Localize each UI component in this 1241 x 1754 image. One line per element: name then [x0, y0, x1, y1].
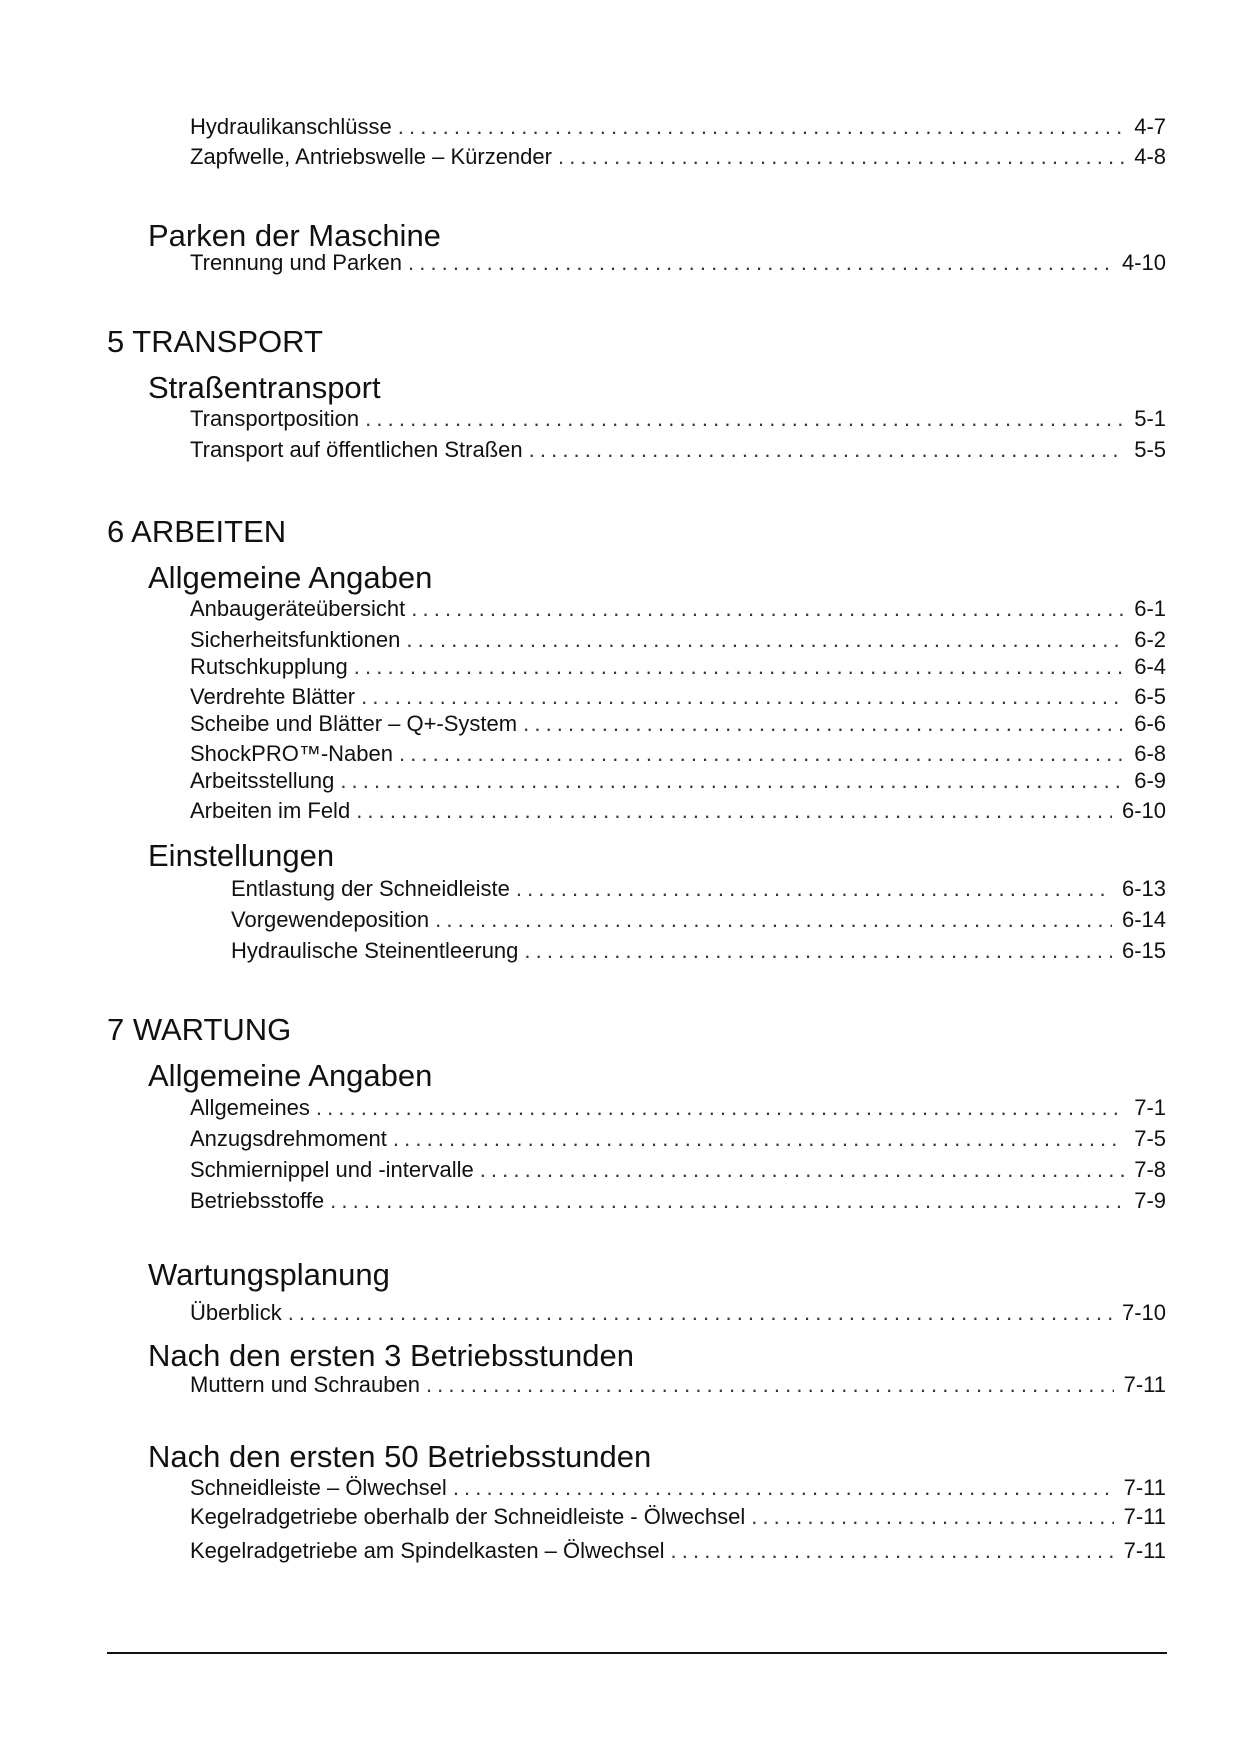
toc-dot-leader [408, 250, 1112, 276]
toc-entry-title: Zapfwelle, Antriebswelle – Kürzender [190, 144, 552, 169]
toc-entry-page: 4-8 [1134, 144, 1166, 169]
toc-dot-leader [671, 1538, 1114, 1564]
toc-entry-title: Überblick [190, 1300, 282, 1325]
toc-dot-leader [524, 938, 1112, 964]
toc-dot-leader [399, 741, 1124, 767]
toc-dot-leader [558, 144, 1124, 170]
toc-entry-page: 7-5 [1134, 1126, 1166, 1151]
toc-dot-leader [406, 627, 1124, 653]
toc-dot-leader [356, 798, 1112, 824]
section-heading: Straßentransport [148, 370, 381, 405]
toc-entry[interactable] [231, 907, 1166, 935]
toc-entry-page: 7-11 [1123, 1372, 1166, 1397]
toc-dot-leader [453, 1475, 1114, 1501]
toc-entry-title: Kegelradgetriebe am Spindelkasten – Ölwechsel [190, 1538, 665, 1563]
toc-entry[interactable] [190, 406, 1166, 434]
toc-entry-page: 7-8 [1134, 1157, 1166, 1182]
toc-dot-leader [340, 768, 1124, 794]
chapter-heading: 7 WARTUNG [107, 1012, 292, 1047]
toc-entry[interactable] [190, 654, 1166, 682]
toc-entry[interactable] [190, 1538, 1166, 1566]
toc-entry[interactable] [190, 798, 1166, 826]
toc-entry[interactable] [190, 250, 1166, 278]
toc-entry-page: 6-13 [1121, 876, 1166, 901]
toc-entry-title: Arbeiten im Feld [190, 798, 351, 823]
toc-entry[interactable] [190, 1157, 1166, 1185]
toc-entry[interactable] [190, 741, 1166, 769]
toc-entry-title: Trennung und Parken [190, 250, 402, 275]
toc-dot-leader [426, 1372, 1114, 1398]
toc-entry-page: 4-7 [1134, 114, 1166, 139]
toc-dot-leader [316, 1095, 1124, 1121]
toc-entry-title: Verdrehte Blätter [190, 684, 356, 709]
toc-dot-leader [330, 1188, 1124, 1214]
toc-entry[interactable] [190, 437, 1166, 465]
toc-dot-leader [365, 406, 1124, 432]
toc-entry-title: Entlastung der Schneidleiste [231, 876, 510, 901]
toc-dot-leader [529, 437, 1125, 463]
toc-entry-title: Schneidleiste – Ölwechsel [190, 1475, 447, 1500]
section-heading: Parken der Maschine [148, 218, 441, 253]
toc-entry[interactable] [190, 1504, 1166, 1532]
toc-entry-title: Scheibe und Blätter – Q+-System [190, 711, 518, 736]
toc-entry-page: 6-9 [1134, 768, 1166, 793]
footer-divider [107, 1652, 1167, 1654]
toc-entry[interactable] [190, 1300, 1166, 1328]
section-heading: Nach den ersten 50 Betriebsstunden [148, 1439, 652, 1474]
toc-entry-page: 7-11 [1123, 1475, 1166, 1500]
toc-entry-title: Kegelradgetriebe oberhalb der Schneidleiste - Ölwechsel [190, 1504, 746, 1529]
toc-entry-page: 5-1 [1134, 406, 1166, 431]
toc-entry-page: 7-11 [1123, 1504, 1166, 1529]
toc-entry-page: 6-15 [1121, 938, 1166, 963]
toc-entry-page: 6-14 [1121, 907, 1166, 932]
section-heading: Wartungsplanung [148, 1257, 390, 1292]
toc-entry[interactable] [231, 938, 1166, 966]
toc-entry-page: 6-10 [1121, 798, 1166, 823]
toc-entry-title: Sicherheitsfunktionen [190, 627, 401, 652]
toc-entry-page: 6-6 [1134, 711, 1166, 736]
toc-entry-title: Schmiernippel und -intervalle [190, 1157, 474, 1182]
toc-entry-page: 7-11 [1123, 1538, 1166, 1563]
toc-dot-leader [435, 907, 1112, 933]
toc-dot-leader [516, 876, 1112, 902]
toc-dot-leader [411, 596, 1124, 622]
toc-entry-title: Vorgewendeposition [231, 907, 430, 932]
toc-entry[interactable] [190, 627, 1166, 655]
toc-entry-page: 7-9 [1134, 1188, 1166, 1213]
toc-entry-title: Muttern und Schrauben [190, 1372, 420, 1397]
toc-entry-title: Hydraulische Steinentleerung [231, 938, 519, 963]
toc-entry-page: 7-10 [1121, 1300, 1166, 1325]
toc-dot-leader [480, 1157, 1125, 1183]
toc-entry-title: Anzugsdrehmoment [190, 1126, 387, 1151]
toc-entry[interactable] [190, 684, 1166, 712]
toc-entry-title: Transportposition [190, 406, 360, 431]
toc-entry-page: 6-4 [1134, 654, 1166, 679]
toc-entry-title: Arbeitsstellung [190, 768, 335, 793]
toc-entry[interactable] [190, 1372, 1166, 1400]
toc-entry-page: 6-5 [1134, 684, 1166, 709]
toc-dot-leader [393, 1126, 1124, 1152]
toc-entry-page: 6-2 [1134, 627, 1166, 652]
section-heading: Allgemeine Angaben [148, 560, 433, 595]
toc-dot-leader [398, 114, 1124, 140]
toc-entry[interactable] [231, 876, 1166, 904]
toc-entry[interactable] [190, 768, 1166, 796]
toc-dot-leader [288, 1300, 1112, 1326]
toc-entry-page: 7-1 [1134, 1095, 1166, 1120]
toc-entry[interactable] [190, 144, 1166, 172]
toc-entry-title: Betriebsstoffe [190, 1188, 325, 1213]
toc-dot-leader [751, 1504, 1113, 1530]
toc-entry-title: Transport auf öffentlichen Straßen [190, 437, 523, 462]
section-heading: Einstellungen [148, 838, 335, 873]
toc-entry[interactable] [190, 711, 1166, 739]
toc-dot-leader [523, 711, 1124, 737]
toc-entry-title: Allgemeines [190, 1095, 310, 1120]
section-heading: Nach den ersten 3 Betriebsstunden [148, 1338, 634, 1373]
toc-dot-leader [361, 684, 1124, 710]
toc-entry-title: Anbaugeräteübersicht [190, 596, 406, 621]
toc-entry[interactable] [190, 114, 1166, 142]
toc-entry-title: Hydraulikanschlüsse [190, 114, 392, 139]
toc-entry[interactable] [190, 596, 1166, 624]
toc-entry-title: ShockPRO™-Naben [190, 741, 393, 766]
toc-entry[interactable] [190, 1475, 1166, 1503]
toc-entry-page: 4-10 [1121, 250, 1166, 275]
toc-entry-page: 6-1 [1134, 596, 1166, 621]
toc-entry-page: 5-5 [1134, 437, 1166, 462]
toc-entry[interactable] [190, 1188, 1166, 1216]
toc-entry[interactable] [190, 1126, 1166, 1154]
section-heading: Allgemeine Angaben [148, 1058, 433, 1093]
toc-entry-page: 6-8 [1134, 741, 1166, 766]
toc-entry[interactable] [190, 1095, 1166, 1123]
chapter-heading: 6 ARBEITEN [107, 514, 287, 549]
chapter-heading: 5 TRANSPORT [107, 324, 323, 359]
toc-dot-leader [354, 654, 1124, 680]
toc-entry-title: Rutschkupplung [190, 654, 348, 679]
